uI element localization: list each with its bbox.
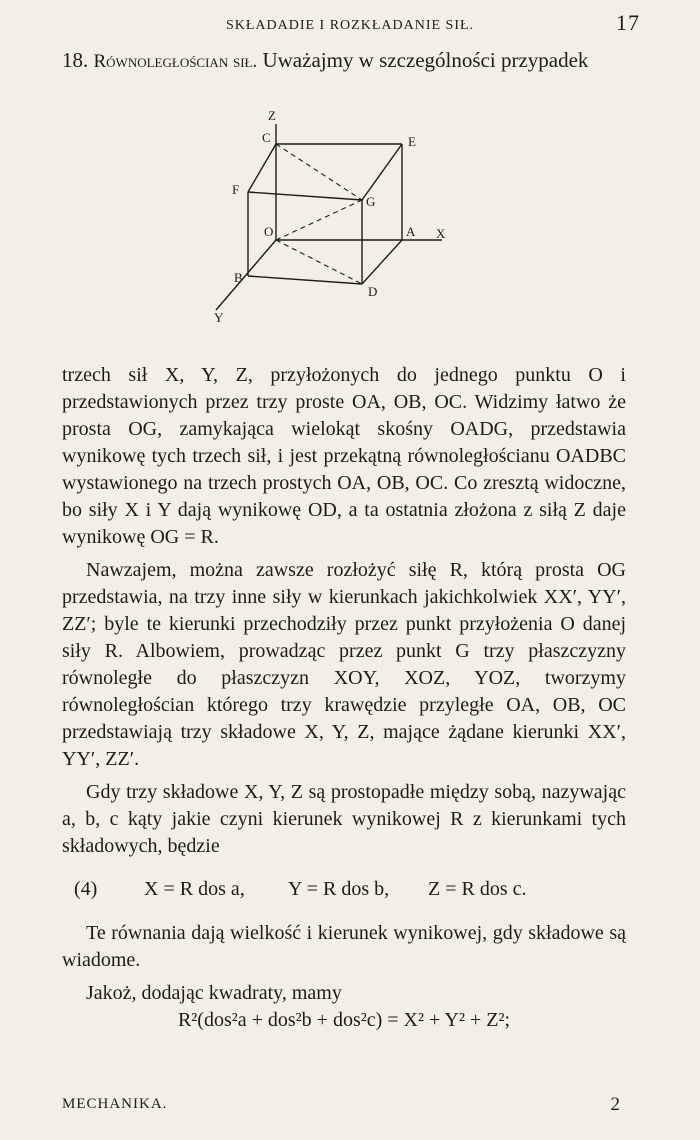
paragraph-1: trzech sił X, Y, Z, przyłożonych do jednego punktu O i przedstawionych przez trzy proste OA, OB, OC. Widzimy łatwo że prosta OG, zamykająca wielokąt skośny OADG, przedstawia wynikowę tych trzech sił, i jest przekątną równoległościanu OADBC wystawionego na trzech prostych OA, OB, OC. Co zresztą widoczne, bo siły X i Y dają wynikowę OD, a ta ostatnia złożona z siłą Z daje wynikowę OG = R. [62, 364, 626, 548]
diagonal-og [276, 200, 362, 240]
page-footer [62, 1096, 620, 1120]
section-heading: Równoległościan sił. [93, 51, 258, 72]
equation-z: Z = R dos c. [428, 878, 527, 900]
equation-sum-of-squares: R²(dos²a + dos²b + dos²c) = X² + Y² + Z²; [177, 1009, 511, 1031]
label-x: X [436, 226, 446, 241]
page-number: 17 [616, 10, 640, 35]
paragraph-4: Te równania dają wielkość i kierunek wynikowej, gdy składowe są wiadome. [62, 922, 626, 971]
section-number: 18. [62, 48, 89, 72]
label-f: F [232, 182, 240, 197]
diagonal-cg [276, 144, 362, 200]
page-header [60, 10, 640, 40]
edge-cf [248, 144, 276, 192]
parallelepiped-diagram [180, 100, 470, 340]
equation-y: Y = R dos b, [288, 878, 390, 900]
equation-x: X = R dos a, [144, 878, 245, 900]
edge-ad [362, 240, 402, 284]
paragraph-5: Jakoż, dodając kwadraty, mamy [86, 982, 342, 1004]
signature-mark: 2 [610, 1094, 620, 1115]
equation-number: (4) [74, 878, 98, 900]
footer-title: MECHANIKA. [62, 1096, 168, 1112]
parallelepiped-figure [180, 100, 470, 340]
edge-bd [248, 276, 362, 284]
diagonal-od [276, 240, 362, 284]
label-e: E [408, 134, 416, 149]
label-c: C [262, 130, 271, 145]
edge-eg [362, 144, 402, 200]
label-y: Y [214, 310, 224, 325]
label-g: G [366, 194, 376, 209]
label-o: O [264, 224, 274, 239]
equation-4 [62, 876, 626, 910]
paragraph-2: Nawzajem, można zawsze rozłożyć siłę R, którą prosta OG przedstawia, na trzy inne siły w kierunkach jakichkolwiek XX′, YY′, ZZ′; byle te kierunki przechodziły przez punkt przyłożenia O danej siły R. Albowiem, prowadząc przez punkt G trzy płaszczyzny równoległe do płaszczyzn XOY, XOZ, YOZ, tworzymy równoległościan którego trzy krawędzie przyległe OA, OB, OC przedstawiają trzy składowe X, Y, Z, mające żądane kierunki XX′, YY′, ZZ′. [62, 559, 626, 770]
paragraph-3: Gdy trzy składowe X, Y, Z są prostopadłe między sobą, nazywając a, b, c kąty jakie czyni kierunek wynikowej R z kierunkami tych składowych, będzie [62, 781, 626, 857]
y-axis-line [216, 240, 276, 310]
label-b: B [234, 270, 243, 285]
section-lead: Uważajmy w szczególności przypadek [262, 48, 589, 72]
section-heading-line [62, 48, 642, 73]
label-z: Z [268, 108, 276, 123]
label-d: D [368, 284, 378, 299]
label-a: A [406, 224, 416, 239]
running-title: SKŁADADIE I ROZKŁADANIE SIŁ. [225, 18, 475, 33]
edge-fg [248, 192, 362, 200]
body-text [62, 362, 626, 1034]
